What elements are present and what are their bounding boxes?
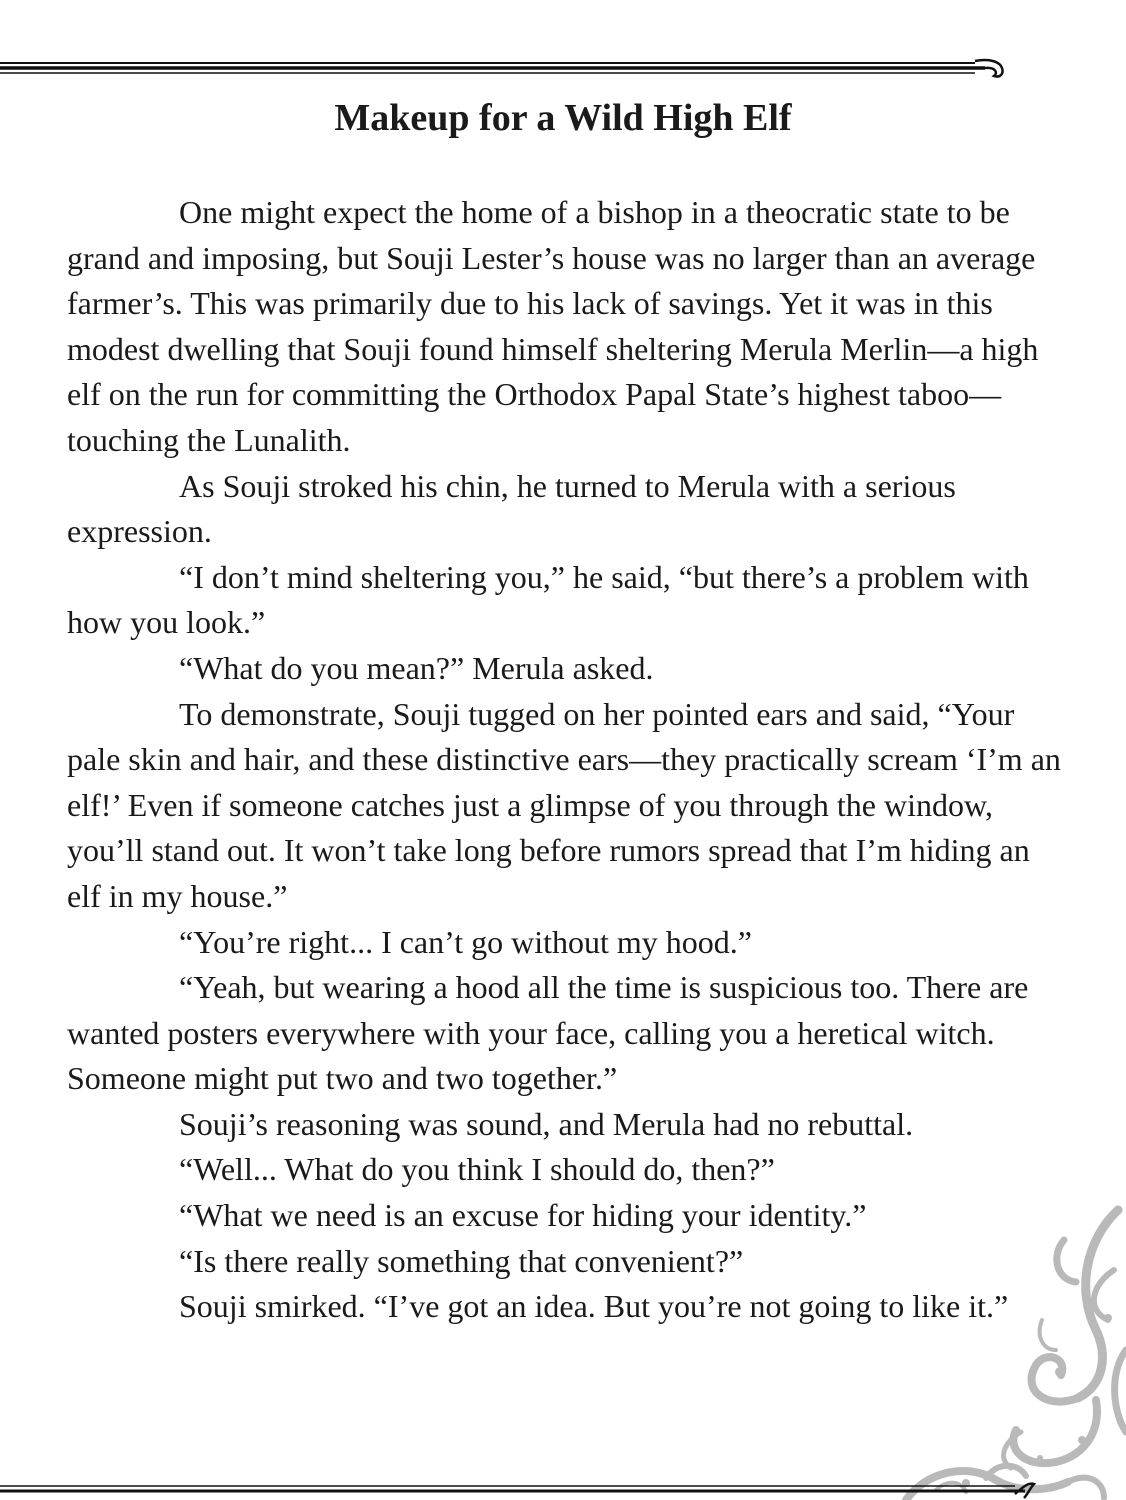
paragraph: Souji’s reasoning was sound, and Merula had no rebuttal.	[179, 1105, 914, 1142]
paragraph: “What do you mean?” Merula asked.	[179, 649, 654, 686]
paragraph: “Well... What do you think I should do, then?”	[179, 1151, 775, 1188]
paragraph: To demonstrate, Souji tugged on her pointed ears and said, “Your pale skin and hair, and these distinctive ears—they practically scream ‘I’m an elf!’ Even if someone catches just a glimpse of you through the window, you’ll stand out. It won’t take long before rumors spread that I’m hiding an elf in my house.”	[67, 695, 1061, 914]
paragraph: One might expect the home of a bishop in a theocratic state to be grand and imposing, but Souji Lester’s house was no larger than an average farmer’s. This was primarily due to his lack of savings. Yet it was in this modest dwelling that Souji found himself sheltering Merula Merlin—a high elf on the run for committing the Orthodox Papal State’s highest taboo—touching the Lunalith.	[67, 194, 1039, 458]
bottom-rule-with-flourish-icon	[0, 1478, 1040, 1500]
body-text	[67, 190, 1067, 1330]
chapter-title: Makeup for a Wild High Elf	[334, 97, 792, 139]
paragraph: “What we need is an excuse for hiding your identity.”	[179, 1197, 867, 1234]
paragraph: Souji smirked. “I’ve got an idea. But you’re not going to like it.”	[179, 1288, 1009, 1325]
top-rule-with-flourish-icon	[0, 56, 1010, 78]
paragraph: “Is there really something that convenient?”	[179, 1242, 744, 1279]
paragraph: “I don’t mind sheltering you,” he said, “but there’s a problem with how you look.”	[67, 558, 1029, 641]
paragraph: “Yeah, but wearing a hood all the time is suspicious too. There are wanted posters everywhere with your face, calling you a heretical witch. Someone might put two and two together.”	[67, 969, 1029, 1097]
paragraph: As Souji stroked his chin, he turned to Merula with a serious expression.	[67, 467, 956, 550]
paragraph: “You’re right... I can’t go without my hood.”	[179, 923, 752, 960]
